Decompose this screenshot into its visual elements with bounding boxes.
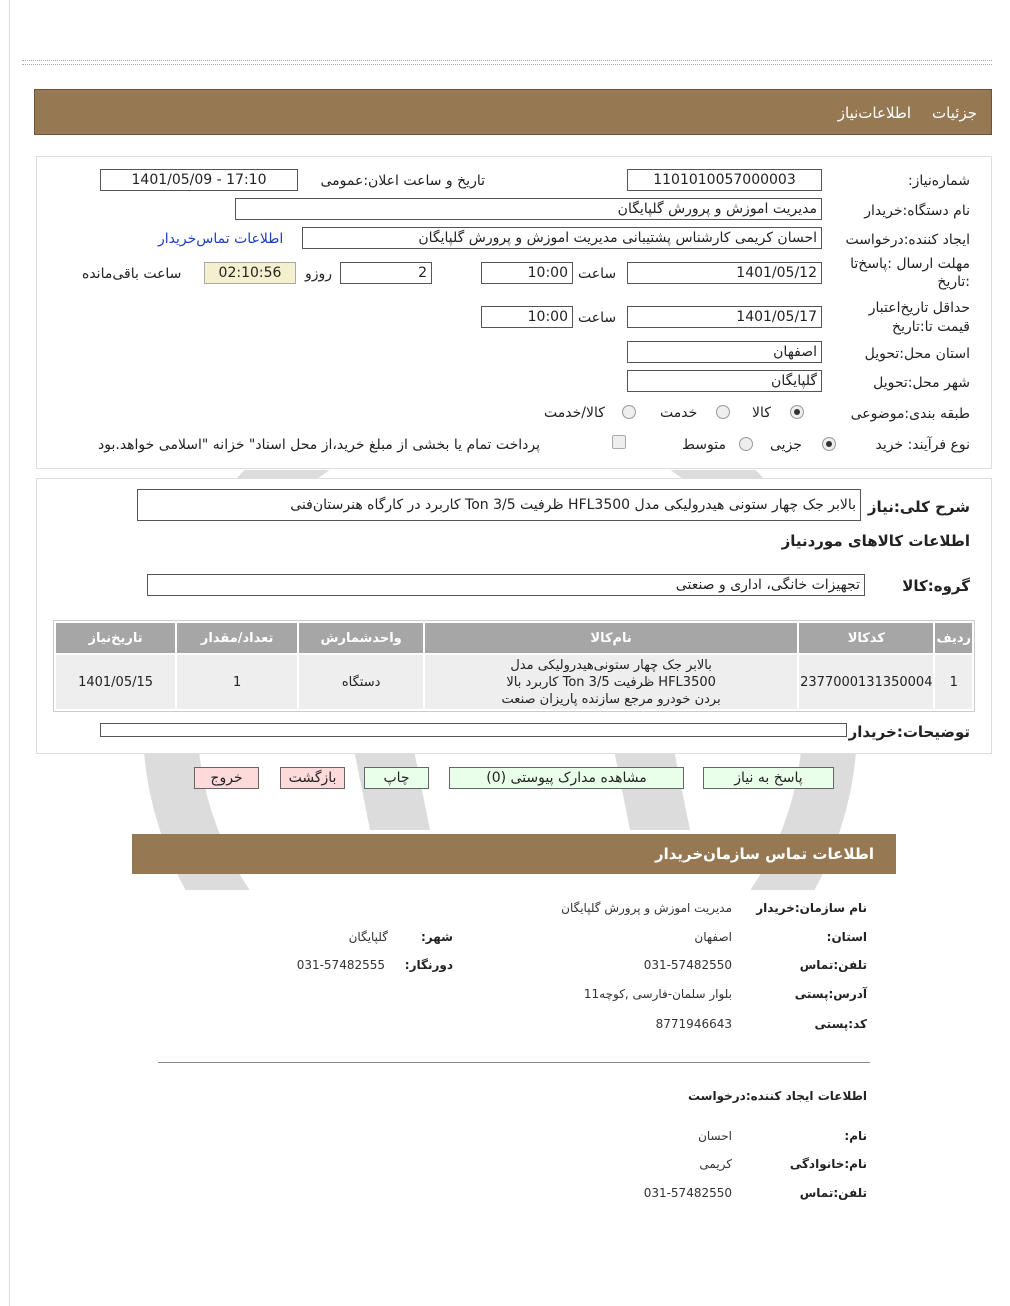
contact-divider (158, 1062, 870, 1063)
creator-phone-value: 031-57482550 (643, 1186, 732, 1200)
top-divider (22, 60, 992, 61)
tab-details[interactable]: جزئیات (932, 104, 977, 122)
category-service-radio[interactable] (716, 405, 730, 419)
goods-info-title: اطلاعات کالاهای مورد‌نیاز (781, 532, 970, 550)
back-button[interactable]: بازگشت (280, 767, 345, 789)
reply-button[interactable]: پاسخ به نیاز (703, 767, 834, 789)
cell-name: بالابر جک چهار ستونی‌هیدرولیکی مدل HFL3500 ظرفیت Ton 3/5 کاربرد بالا بردن خودرو مرجع سازنده پاریزان صنعت (425, 655, 797, 709)
remaining-time-field: 02:10:56 (204, 262, 296, 284)
validity-label: حداقل تاریخ‌اعتبار (868, 300, 970, 316)
category-goods-label: کالا (752, 405, 771, 421)
buyer-org-label: نام دستگاه:خریدار (864, 203, 970, 219)
goods-group-field: تجهیزات خانگی، اداری و صنعتی (147, 574, 865, 596)
validity-time-label: ساعت (578, 310, 617, 326)
province-field: اصفهان (627, 341, 822, 363)
table-row (56, 655, 972, 709)
province-label: استان محل:تحویل (864, 346, 970, 362)
contact-province-label: استان: (826, 930, 867, 944)
header-unit: واحدشمارش (299, 623, 423, 653)
announce-datetime-field: 1401/05/09 - 17:10 (100, 169, 298, 191)
validity-time-field: 10:00 (481, 306, 573, 328)
category-label: طبقه بندی:موضوعی (850, 406, 970, 422)
summary-label: شرح کلی:نیاز (867, 498, 970, 516)
buyer-contact-link[interactable]: اطلاعات تماس‌خریدار (158, 231, 284, 247)
contact-city-label: شهر: (421, 930, 453, 944)
process-medium-radio[interactable] (739, 437, 753, 451)
creator-info-title: اطلاعات ایجاد کننده:درخواست (687, 1089, 867, 1103)
goods-table (54, 621, 974, 711)
cell-row-no: 1 (935, 655, 972, 709)
attachments-button[interactable]: مشاهده مدارک پیوستی (0) (449, 767, 684, 789)
exit-button[interactable]: خروج (194, 767, 259, 789)
creator-name-value: احسان (698, 1129, 732, 1143)
category-goods-service-radio[interactable] (622, 405, 636, 419)
print-button[interactable]: چاپ (364, 767, 429, 789)
deadline-date-field: 1401/05/12 (627, 262, 822, 284)
header-row-no: ردیف (935, 623, 972, 653)
contact-header-bar (132, 834, 896, 874)
validity-date-field: 1401/05/17 (627, 306, 822, 328)
header-code: کدکالا (799, 623, 933, 653)
summary-field: بالابر جک چهار ستونی هیدرولیکی مدل HFL3500 ظرفیت Ton 3/5 کاربرد در کارگاه هنرستان‌فنی (137, 489, 861, 521)
deadline-time-label: ساعت (578, 266, 617, 282)
remaining-time-label: ساعت باقی‌مانده (82, 266, 182, 282)
contact-address-label: آدرس:پستی (794, 987, 867, 1001)
buyer-notes-label: توضیحات:خریدار (848, 723, 970, 741)
days-label: روزو (305, 266, 333, 282)
contact-province-value: اصفهان (694, 930, 732, 944)
header-date: تاریخ‌نیاز (56, 623, 175, 653)
contact-phone-value: 031-57482550 (643, 958, 732, 972)
creator-family-label: نام:خانوادگی (789, 1157, 867, 1171)
treasury-payment-label: پرداخت تمام یا بخشی از مبلغ خرید،از محل اسناد" خزانه "اسلامی خواهد.بود (98, 437, 541, 453)
days-field: 2 (340, 262, 432, 284)
contact-title: اطلاعات تماس سازمان‌خریدار (654, 845, 874, 863)
contact-address-value: بلوار سلمان-فارسی ,کوچه11 (583, 987, 732, 1001)
contact-org-label: نام سازمان:خریدار (756, 901, 867, 915)
category-goods-service-label: کالا/خدمت (544, 405, 605, 421)
goods-table-wrapper (53, 620, 975, 712)
category-service-label: خدمت (660, 405, 698, 421)
treasury-payment-checkbox[interactable] (612, 435, 626, 449)
creator-name-label: نام: (844, 1129, 867, 1143)
buyer-notes-field (100, 723, 847, 737)
contact-phone-label: تلفن:تماس (799, 958, 867, 972)
need-number-field: 1101010057000003 (627, 169, 822, 191)
announce-label: تاریخ و ساعت اعلان:عمومی (320, 173, 485, 189)
header-name: نام‌کالا (425, 623, 797, 653)
process-minor-radio[interactable] (822, 437, 836, 451)
tab-need-info[interactable]: اطلاعات‌نیاز (837, 104, 911, 122)
header-qty: تعداد/مقدار (177, 623, 297, 653)
buyer-org-field: مدیریت اموزش و پرورش گلپایگان (235, 198, 822, 220)
page-header-bar (34, 89, 992, 135)
deadline-label: مهلت ارسال :پاسخ‌تا (850, 256, 970, 272)
cell-date: 1401/05/15 (56, 655, 175, 709)
category-goods-radio[interactable] (790, 405, 804, 419)
contact-fax-label: دورنگار: (404, 958, 453, 972)
creator-phone-label: تلفن:تماس (799, 1186, 867, 1200)
deadline-time-field: 10:00 (481, 262, 573, 284)
contact-org-value: مدیریت اموزش و پرورش گلپایگان (561, 901, 732, 915)
validity-label-2: قیمت تا:تاریخ (892, 319, 970, 335)
process-medium-label: متوسط (682, 437, 726, 453)
need-number-label: شماره‌نیاز: (907, 173, 970, 189)
cell-qty: 1 (177, 655, 297, 709)
process-label: نوع فرآیند: خرید (875, 437, 970, 453)
contact-postal-value: 8771946643 (655, 1017, 732, 1031)
contact-fax-value: 031-57482555 (296, 958, 385, 972)
cell-unit: دستگاه (299, 655, 423, 709)
contact-postal-label: کد:پستی (814, 1017, 867, 1031)
contact-city-value: گلپایگان (348, 930, 388, 944)
city-label: شهر محل:تحویل (873, 375, 970, 391)
city-field: گلپایگان (627, 370, 822, 392)
deadline-label-2: :تاریخ (937, 274, 970, 290)
goods-group-label: گروه:کالا (902, 577, 970, 595)
creator-field: احسان کریمی کارشناس پشتیبانی مدیریت اموزش و پرورش گلپایگان (302, 227, 822, 249)
process-minor-label: جزیی (770, 437, 802, 453)
goods-table-header-row (56, 623, 972, 653)
creator-label: ایجاد کننده:درخواست (845, 232, 970, 248)
cell-code: 2377000131350004 (799, 655, 933, 709)
creator-family-value: کریمی (699, 1157, 732, 1171)
top-divider-2 (22, 64, 992, 65)
